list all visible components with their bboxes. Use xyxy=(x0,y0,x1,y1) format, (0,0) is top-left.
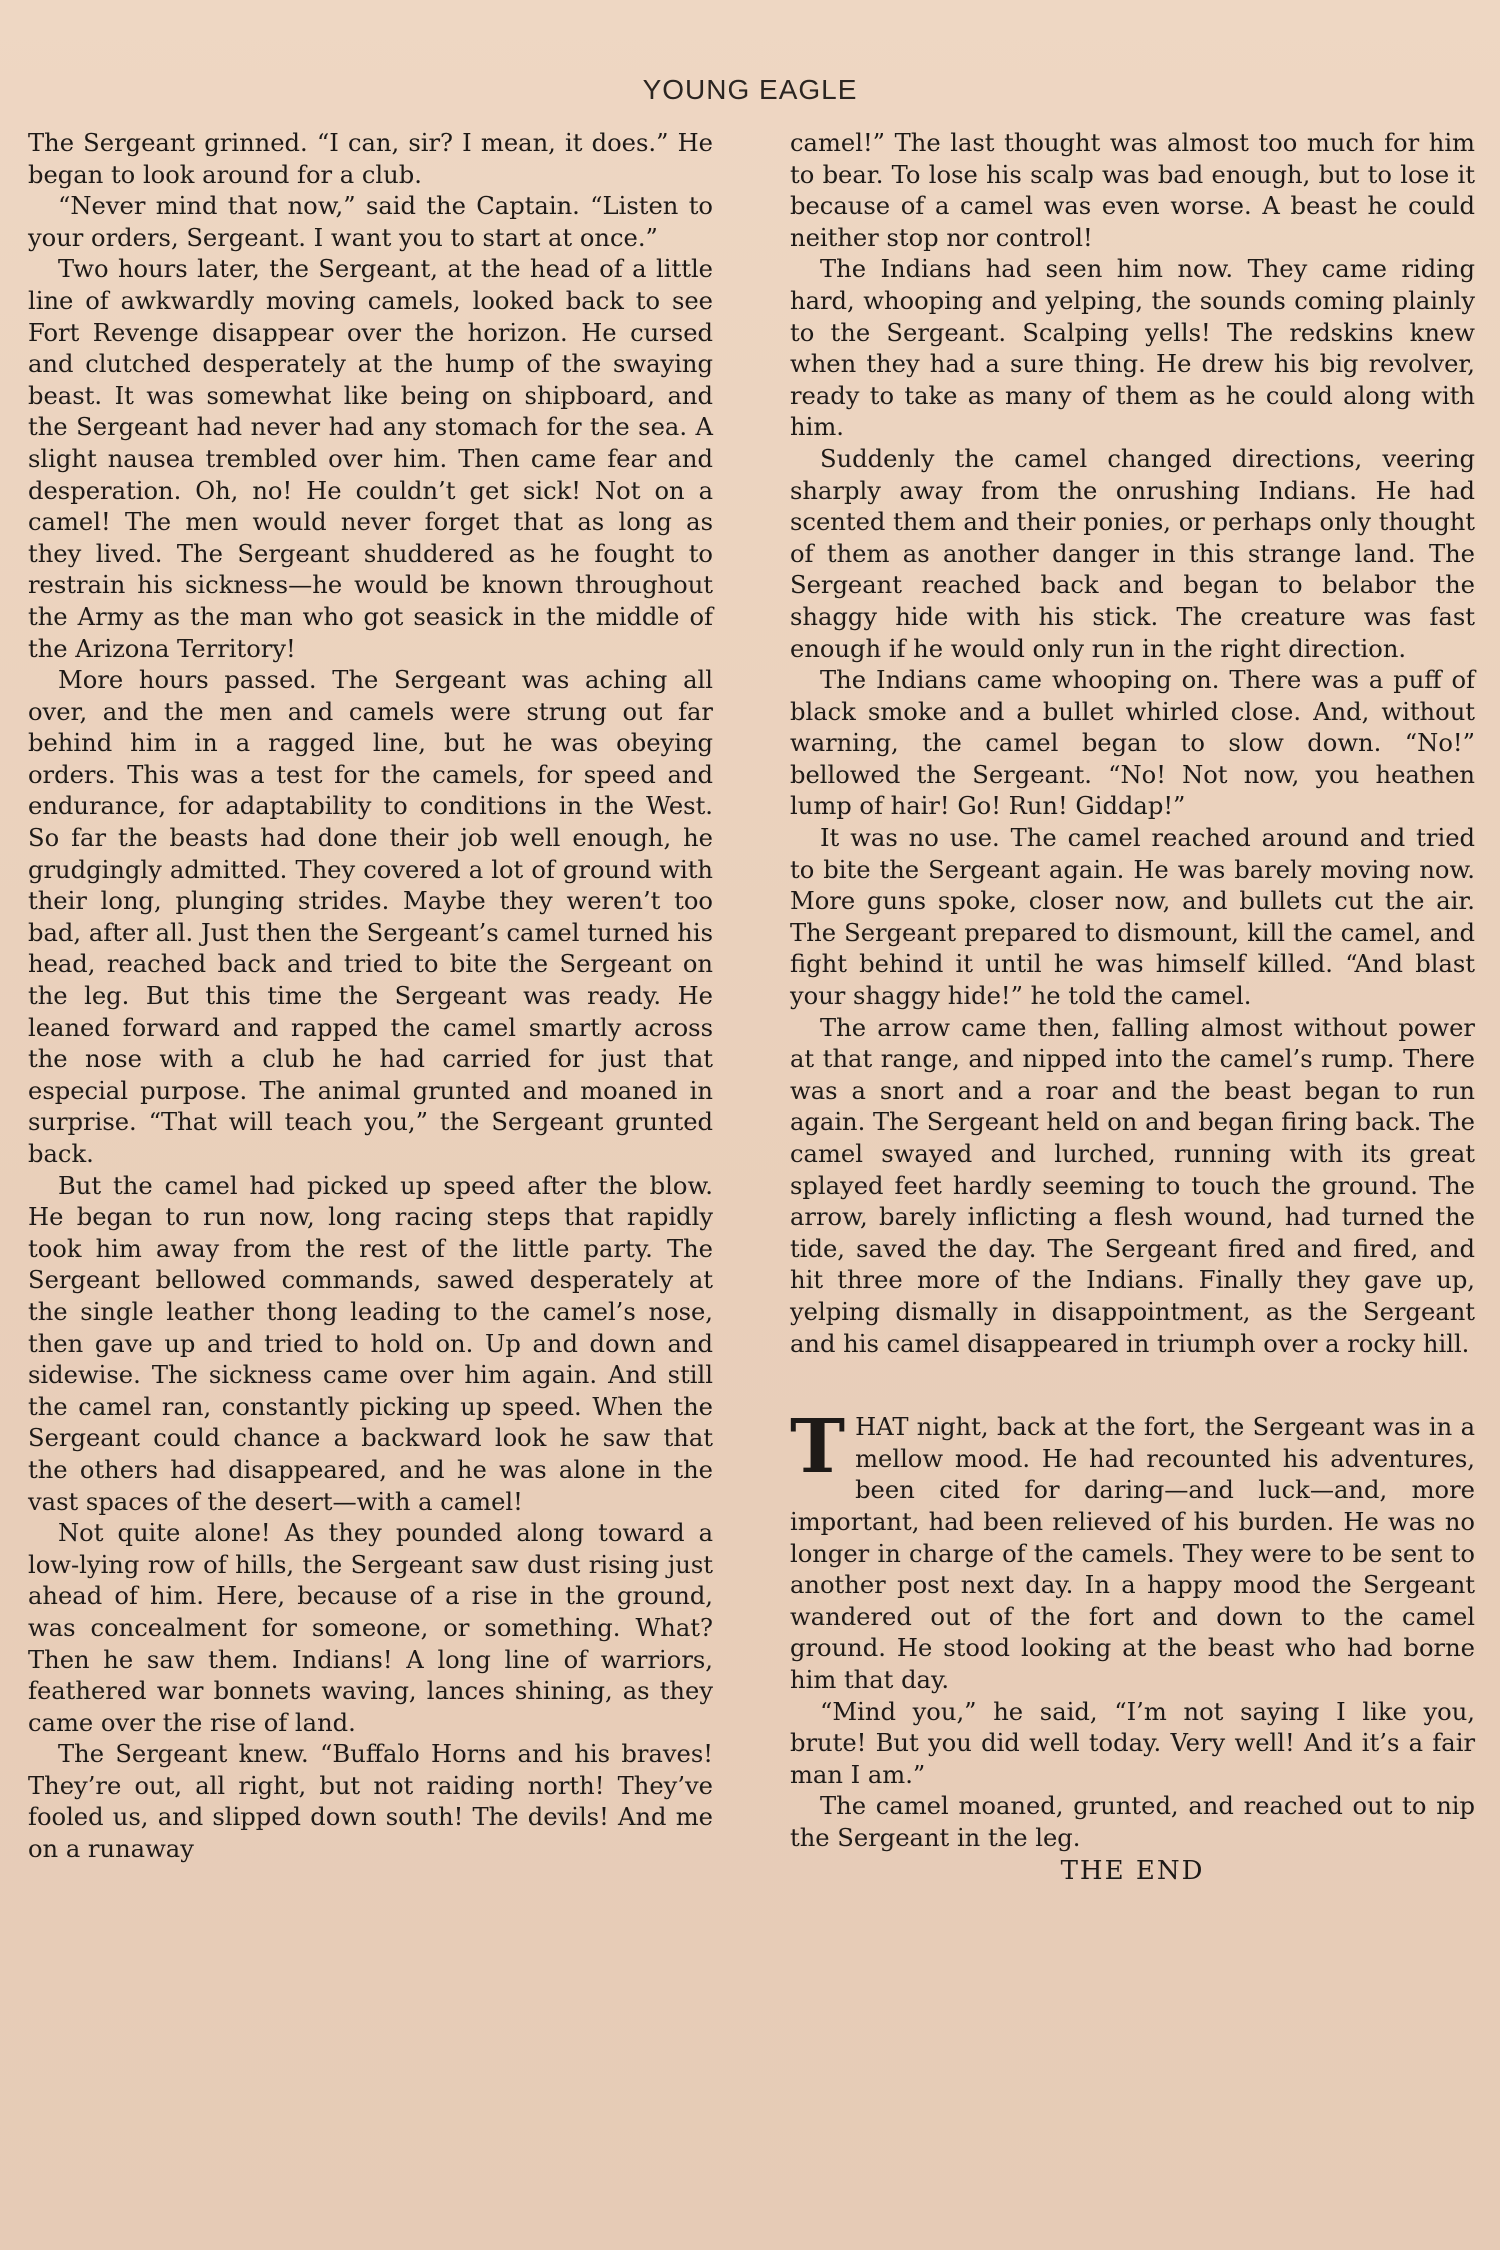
paragraph: It was no use. The camel reached around and tried to bite the Sergeant again. He was barely moving now. More guns spoke, closer now, and bullets cut the air. The Sergeant prepared to dismount, kill the camel, and fight behind it until he was himself killed. “And blast your shaggy hide!” he told the camel. xyxy=(790,824,1475,1011)
running-header: YOUNG EAGLE xyxy=(642,74,858,105)
paragraph: The camel moaned, grunted, and reached out to nip the Sergeant in the leg. xyxy=(790,1792,1475,1852)
paragraph: The Indians came whooping on. There was a puff of black smoke and a bullet whirled close. And, without warning, the camel began to slow down. “No!” bellowed the Sergeant. “No! Not now, you heathen lump of hair! Go! Run! Giddap!” xyxy=(790,666,1475,821)
paragraph: “Never mind that now,” said the Captain. “Listen to your orders, Sergeant. I want you to start at once.” xyxy=(28,192,713,252)
paragraph: Suddenly the camel changed directions, veering sharply away from the onrushing Indians. He had scented them and their ponies, or perhaps only thought of them as another danger in this strange land. The Sergeant reached back and began to belabor the shaggy hide with his stick. The creature was fast enough if he would only run in the right direction. xyxy=(790,444,1475,663)
paragraph: The arrow came then, falling almost without power at that range, and nipped into the camel’s rump. There was a snort and a roar and the beast began to run again. The Sergeant held on and began firing back. The camel swayed and lurched, running with its great splayed feet hardly seeming to touch the ground. The arrow, barely inflicting a flesh wound, had turned the tide, saved the day. The Sergeant fired and fired, and hit three more of the Indians. Finally they gave up, yelping dismally in disappointment, as the Sergeant and his camel disappeared in triumph over a rocky hill. xyxy=(790,1013,1475,1358)
paragraph: “Mind you,” he said, “I’m not saying I like you, brute! But you did well today. Very well! And it’s a fair man I am.” xyxy=(790,1697,1475,1789)
right-column xyxy=(790,128,1475,1888)
paragraph-text: HAT night, back at the fort, the Sergeant was in a mellow mood. He had recounted his adventures, been cited for daring—and luck—and, more important, had been relieved of his burden. He was no longer in charge of the camels. They were to be sent to another post next day. In a happy mood the Sergeant wandered out of the fort and down to the camel ground. He stood looking at the beast who had borne him that day. xyxy=(790,1413,1475,1694)
paragraph: camel!” The last thought was almost too much for him to bear. To lose his scalp was bad enough, but to lose it because of a camel was even worse. A beast he could neither stop nor control! xyxy=(790,129,1475,252)
paragraph: The Sergeant grinned. “I can, sir? I mean, it does.” He began to look around for a club. xyxy=(28,129,713,189)
paragraph: The Sergeant knew. “Buffalo Horns and his braves! They’re out, all right, but not raiding north! They’ve fooled us, and slipped down south! The devils! And me on a runaway xyxy=(28,1740,713,1864)
final-section-opening xyxy=(790,1404,1475,1696)
the-end-label: THE END xyxy=(1060,1856,1205,1887)
paragraph: Not quite alone! As they pounded along toward a low-lying row of hills, the Sergeant saw dust rising just ahead of him. Here, because of a rise in the ground, was concealment for someone, or something. What? Then he saw them. Indians! A long line of warriors, feathered war bonnets waving, lances shining, as they came over the rise of land. xyxy=(28,1519,713,1737)
paragraph: The Indians had seen him now. They came riding hard, whooping and yelping, the sounds coming plainly to the Sergeant. Scalping yells! The redskins knew when they had a sure thing. He drew his big revolver, ready to take as many of them as he could along with him. xyxy=(790,255,1475,442)
left-column xyxy=(28,128,713,1866)
paragraph: Two hours later, the Sergeant, at the head of a little line of awkwardly moving camels, looked back to see Fort Revenge disappear over the horizon. He cursed and clutched desperately at the hump of the swaying beast. It was somewhat like being on shipboard, and the Sergeant had never had any stomach for the sea. A slight nausea trembled over him. Then came fear and desperation. Oh, no! He couldn’t get sick! Not on a camel! The men would never forget that as long as they lived. The Sergeant shuddered as he fought to restrain his sickness—he would be known throughout the Army as the man who got seasick in the middle of the Arizona Territory! xyxy=(28,255,713,663)
paragraph: But the camel had picked up speed after the blow. He began to run now, long racing steps that rapidly took him away from the rest of the little party. The Sergeant bellowed commands, sawed desperately at the single leather thong leading to the camel’s nose, then gave up and tried to hold on. Up and down and sidewise. The sickness came over him again. And still the camel ran, constantly picking up speed. When the Sergeant could chance a backward look he saw that the others had disappeared, and he was alone in the vast spaces of the desert—with a camel! xyxy=(28,1171,713,1516)
drop-cap: T xyxy=(790,1404,846,1491)
paragraph: More hours passed. The Sergeant was aching all over, and the men and camels were strung out far behind him in a ragged line, but he was obeying orders. This was a test for the camels, for speed and endurance, for adaptability to conditions in the West. So far the beasts had done their job well enough, he grudgingly admitted. They covered a lot of ground with their long, plunging strides. Maybe they weren’t too bad, after all. Just then the Sergeant’s camel turned his head, reached back and tried to bite the Sergeant on the leg. But this time the Sergeant was ready. He leaned forward and rapped the camel smartly across the nose with a club he had carried for just that especial purpose. The animal grunted and moaned in surprise. “That will teach you,” the Sergeant grunted back. xyxy=(28,666,713,1168)
